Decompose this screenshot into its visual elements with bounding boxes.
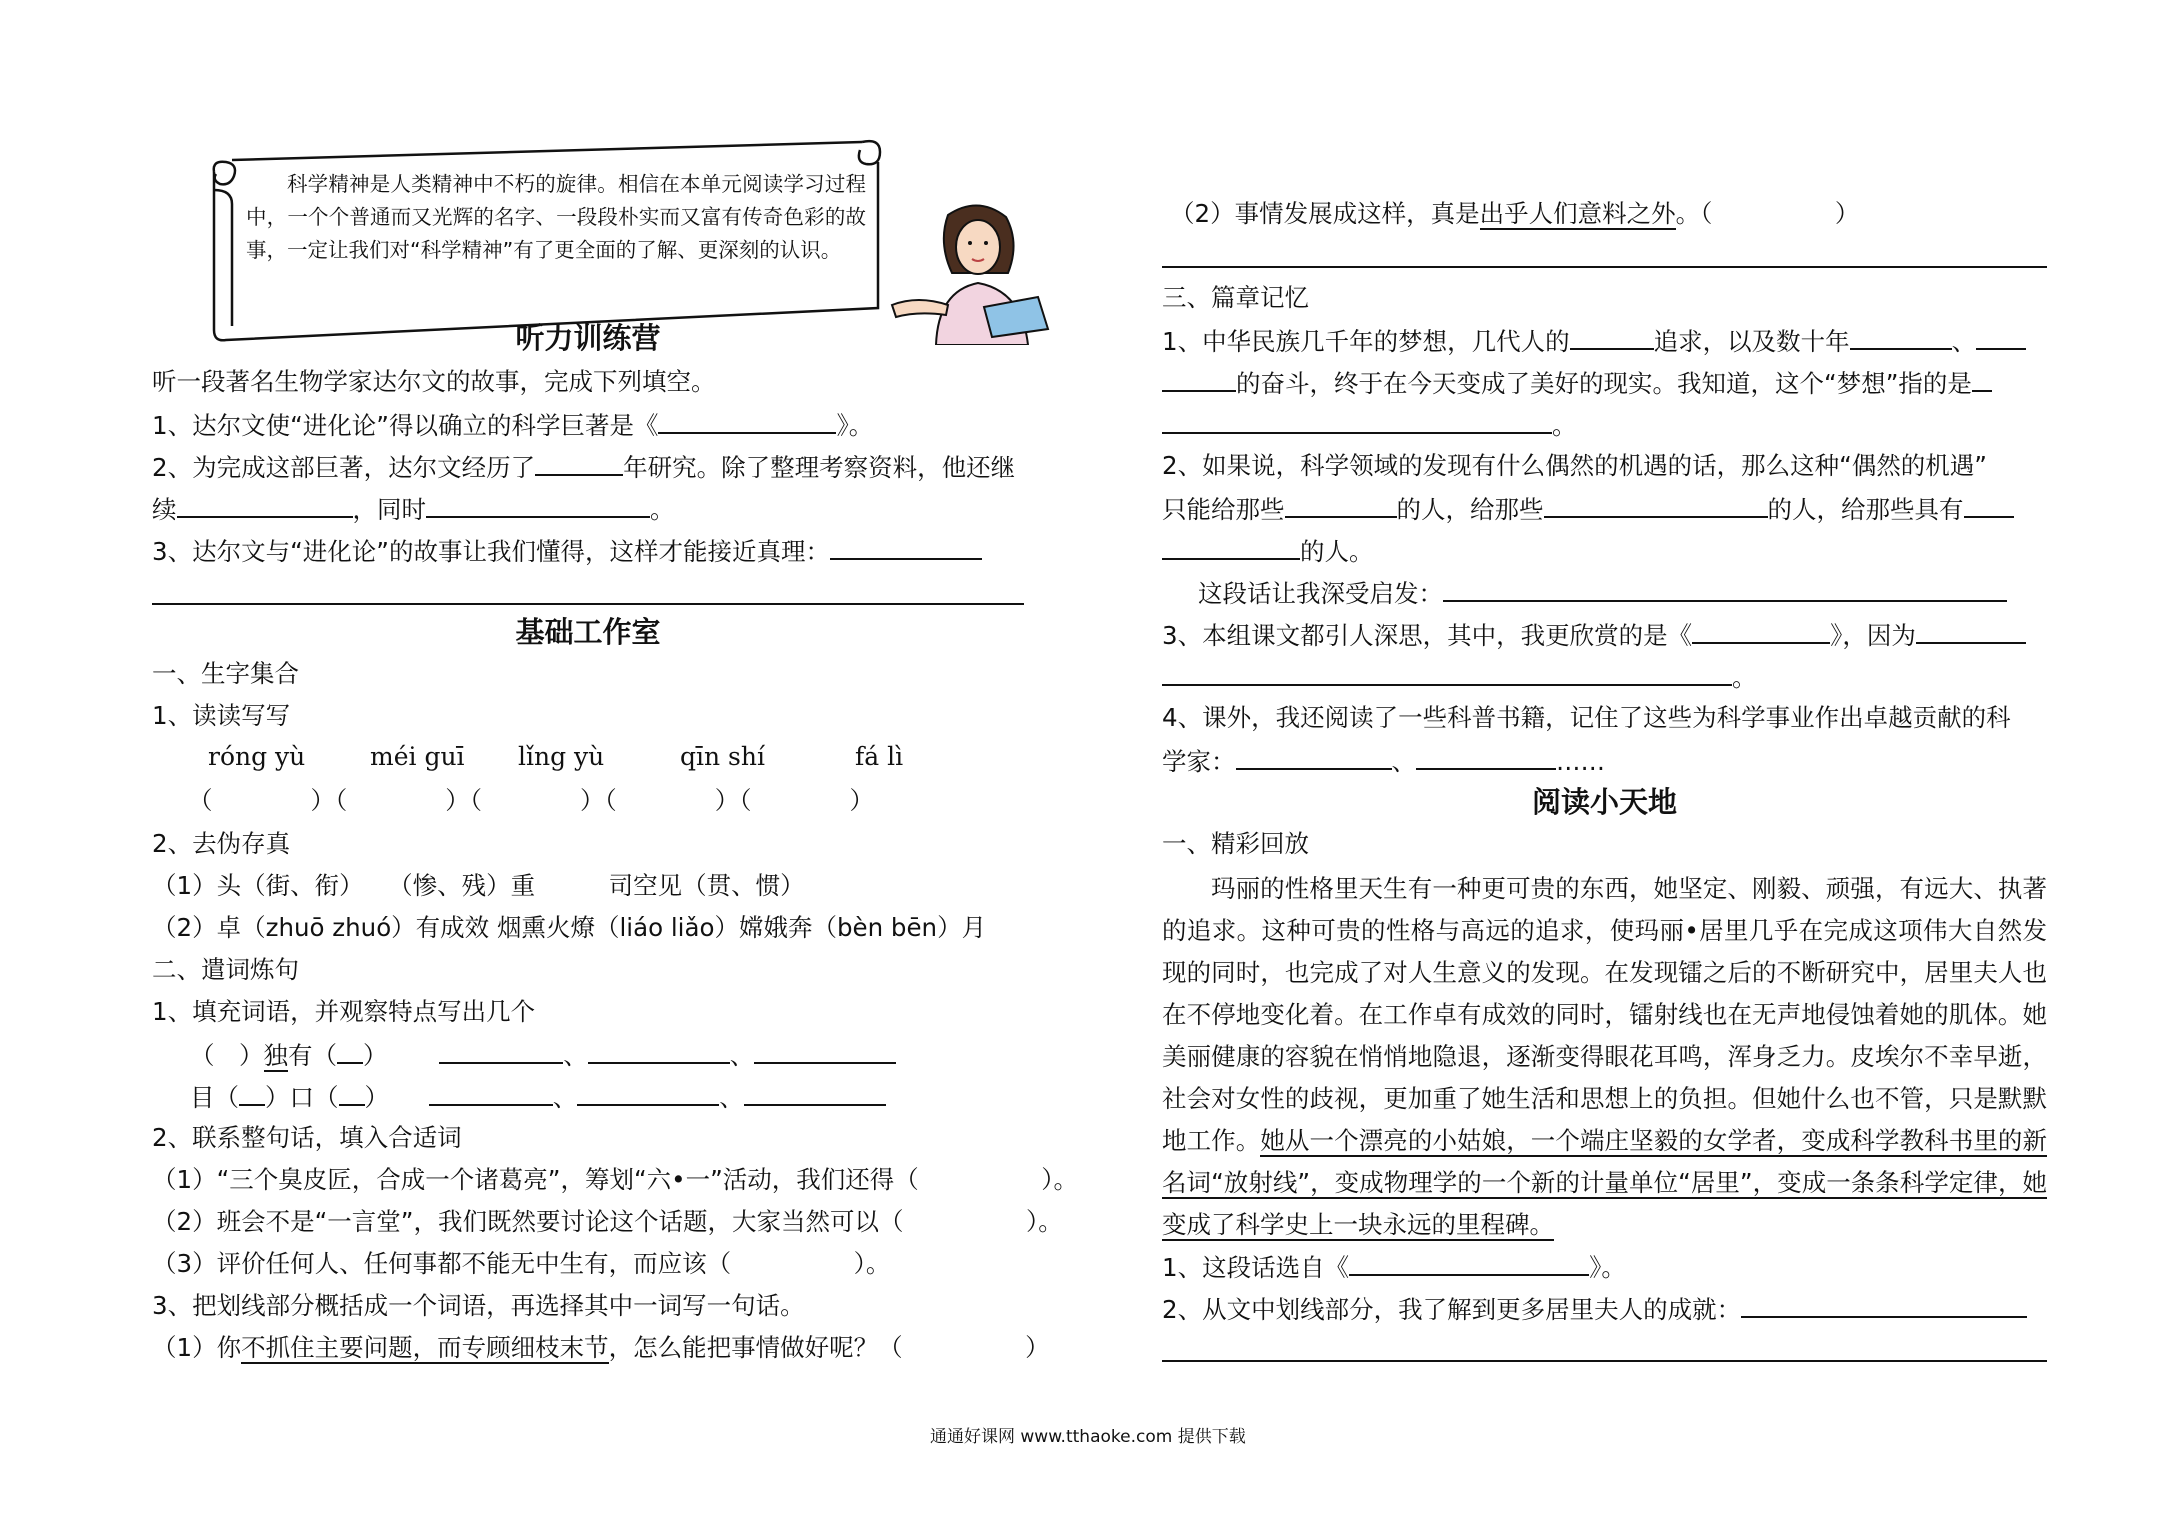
blank	[239, 1078, 265, 1106]
blank	[1162, 658, 1732, 686]
memory-q1-end	[1162, 406, 1577, 442]
listening-q2	[152, 448, 1015, 484]
blank	[339, 1078, 365, 1106]
blank	[1544, 490, 1768, 518]
reading-text: 1、这段话选自《	[1162, 1253, 1350, 1282]
blank	[588, 1036, 730, 1064]
listening-q1	[152, 406, 873, 442]
memory-text: 的人，给那些	[1396, 495, 1544, 524]
memory-q4: 4、课外，我还阅读了一些科普书籍，记住了这些为科学事业作出卓越贡献的科	[1162, 703, 2011, 732]
listening-q2-cont	[152, 490, 675, 526]
blank	[754, 1036, 896, 1064]
pinyin-item: lǐng yù	[518, 742, 605, 771]
subsection-heading: 1、读读写写	[152, 701, 291, 730]
memory-text: 的奋斗，终于在今天变成了美好的现实。我知道，这个“梦想”指的是	[1236, 369, 1972, 398]
blank	[1976, 322, 2026, 350]
separator: 、	[719, 1083, 744, 1112]
context-item: （1）“三个臭皮匠，合成一个诸葛亮”，筹划“六•一”活动，我们还得（ ）。	[152, 1165, 1079, 1194]
blank	[1443, 574, 2007, 602]
answer-line	[152, 603, 1024, 605]
footer-text: 通通好课网 www.tthaoke.com 提供下载	[930, 1427, 1246, 1447]
blank	[1964, 490, 2014, 518]
memory-q1	[1162, 322, 2026, 358]
answer-line	[1162, 1360, 2047, 1362]
separator: 、	[729, 1041, 755, 1070]
listening-q2-text-c: 续	[152, 495, 177, 524]
memory-text: 的人。	[1300, 537, 1374, 566]
memory-q2-cont	[1162, 490, 2014, 526]
blank	[1416, 742, 1556, 770]
summary-underlined-text: 不抓住主要问题，而专顾细枝末节	[241, 1333, 609, 1362]
blank	[337, 1036, 363, 1064]
summary-underlined-text: 出乎人们意料之外	[1479, 199, 1676, 228]
blank	[658, 406, 836, 434]
memory-text: 、	[1951, 327, 1977, 356]
true-false-item: （1）头（街、衔） （惨、残）重 司空见（贯、惯）	[152, 871, 805, 900]
context-item: （2）班会不是“一言堂”，我们既然要讨论这个话题，大家当然可以（ ）。	[152, 1207, 1063, 1236]
blank	[830, 532, 982, 560]
memory-text: 。	[1552, 411, 1577, 440]
pinyin-item: róng yù	[208, 742, 306, 771]
reading-text: 2、从文中划线部分，我了解到更多居里夫人的成就：	[1162, 1295, 1742, 1324]
fill-text: 有（	[288, 1041, 337, 1070]
blank	[1162, 532, 1300, 560]
memory-text: ……	[1556, 747, 1605, 776]
blank	[1570, 322, 1654, 350]
blank	[1236, 742, 1392, 770]
listening-instruction: 听一段著名生物学家达尔文的故事，完成下列填空。	[152, 367, 716, 396]
listening-q2-text-e: 。	[650, 495, 675, 524]
passage-underlined-text: 她从一个漂亮的小姑娘，一个端庄坚毅的女学者，变成科学教科书里的新名词“放射线”，变成物理学的一个新的计量单位“居里”，变成一条条科学定律，她变成了科学史上一块永远的里程碑。	[1162, 1126, 2047, 1239]
listening-q2-text: 2、为完成这部巨著，达尔文经历了	[152, 453, 536, 482]
memory-text: 1、中华民族几千年的梦想，几代人的	[1162, 327, 1570, 356]
listening-q2-text-d: ，同时	[352, 495, 426, 524]
blank	[1162, 406, 1552, 434]
blank	[577, 1078, 719, 1106]
blank	[439, 1036, 563, 1064]
section-heading: 一、精彩回放	[1162, 829, 1309, 858]
memory-q2: 2、如果说，科学领域的发现有什么偶然的机遇的话，那么这种“偶然的机遇”	[1162, 451, 1987, 480]
blank	[1285, 490, 1397, 518]
blank	[1692, 616, 1830, 644]
memory-text: 的人，给那些具有	[1767, 495, 1964, 524]
intro-text: 科学精神是人类精神中不朽的旋律。相信在本单元阅读学习过程中，一个个普通而又光辉的名字、一段段朴实而又富有传奇色彩的故事，一定让我们对“科学精神”有了更全面的了解、更深刻的认识。	[246, 172, 866, 262]
memory-text: 只能给那些	[1162, 495, 1285, 524]
separator: 、	[552, 1083, 578, 1112]
summary-item	[1170, 196, 1859, 232]
memory-q1-cont	[1162, 364, 1992, 400]
memory-q3	[1162, 616, 2026, 652]
fill-text: ）	[363, 1041, 388, 1070]
pinyin-item: qīn shí	[680, 742, 765, 771]
memory-text: 这段话让我深受启发：	[1198, 579, 1443, 608]
fill-text: ）	[364, 1083, 389, 1112]
basics-heading: 基础工作室	[515, 615, 661, 649]
pinyin-item: fá lì	[855, 742, 904, 771]
passage-text: 玛丽的性格里天生有一种更可贵的东西，她坚定、刚毅、顽强，有远大、执著的追求。这种可贵的性格与高远的追求，使玛丽•居里几乎在完成这项伟大自然发现的同时，也完成了对人生意义的发现。在发现镭之后的不断研究中，居里夫人也在不停地变化着。在工作卓有成效的同时，镭射线也在无声地侵蚀着她的肌体。她美丽健康的容貌在悄悄地隐退，逐渐变得眼花耳鸣，浑身乏力。皮埃尔不幸早逝，社会对女性的歧视，更加重了她生活和思想上的负担。但她什么也不管，只是默默地工作。	[1162, 874, 2047, 1155]
separator: 、	[563, 1041, 588, 1070]
subsection-heading: 2、联系整句话，填入合适词	[152, 1123, 462, 1152]
reading-q2	[1162, 1290, 2027, 1326]
section-heading: 三、篇章记忆	[1162, 283, 1309, 312]
blank	[1850, 322, 1952, 350]
summary-text: （1）你	[152, 1333, 242, 1362]
memory-text: 3、本组课文都引人深思，其中，我更欣赏的是《	[1162, 621, 1693, 650]
fill-word-item	[190, 1078, 886, 1114]
section-heading: 一、生字集合	[152, 659, 299, 688]
memory-text: 追求，以及数十年	[1653, 327, 1850, 356]
listening-q2-text-b: 年研究。除了整理考察资料，他还继	[623, 453, 1016, 482]
blank	[1916, 616, 2026, 644]
listening-q3	[152, 532, 982, 568]
blank	[426, 490, 650, 518]
memory-q2-reflection	[1198, 574, 2007, 610]
fill-text: （ ）	[190, 1041, 264, 1070]
subsection-heading: 3、把划线部分概括成一个词语，再选择其中一词写一句话。	[152, 1291, 805, 1320]
listening-heading: 听力训练营	[515, 321, 661, 355]
blank	[429, 1078, 553, 1106]
memory-q4-cont	[1162, 742, 1605, 778]
memory-text: 》，因为	[1830, 621, 1916, 650]
subsection-heading: 1、填充词语，并观察特点写出几个	[152, 997, 536, 1026]
summary-text: ，怎么能把事情做好呢？（ ）	[608, 1333, 1050, 1362]
answer-line	[1162, 266, 2047, 268]
fill-text: ）口（	[265, 1083, 339, 1112]
blank	[1972, 364, 1992, 392]
blank	[177, 490, 353, 518]
blank	[1162, 364, 1236, 392]
subsection-heading: 2、去伪存真	[152, 829, 291, 858]
summary-item	[152, 1330, 1050, 1366]
section-heading: 二、遣词炼句	[152, 955, 299, 984]
blank	[535, 448, 623, 476]
memory-q2-end	[1162, 532, 1374, 568]
blank	[1741, 1290, 2027, 1318]
blank	[1349, 1248, 1589, 1276]
summary-text: 。（ ）	[1675, 199, 1860, 228]
memory-q3-end	[1162, 658, 1757, 694]
blank	[744, 1078, 886, 1106]
answer-parens: （ ）（ ）（ ）（ ）（ ）	[188, 786, 874, 815]
fill-underlined-char: 独	[263, 1041, 288, 1070]
reading-text: 》。	[1589, 1253, 1626, 1282]
fill-word-item	[190, 1036, 896, 1072]
listening-q3-text: 3、达尔文与“进化论”的故事让我们懂得，这样才能接近真理：	[152, 537, 830, 566]
reading-passage	[1162, 868, 2047, 1246]
pinyin-item: méi guī	[370, 742, 465, 771]
listening-q1-end: 》。	[836, 411, 874, 440]
context-item: （3）评价任何人、任何事都不能无中生有，而应该（ ）。	[152, 1249, 891, 1278]
summary-text: （2）事情发展成这样，真是	[1170, 199, 1480, 228]
memory-text: 。	[1732, 663, 1757, 692]
reading-q1	[1162, 1248, 1626, 1284]
listening-q1-text: 1、达尔文使“进化论”得以确立的科学巨著是《	[152, 411, 659, 440]
memory-text: 学家：	[1162, 747, 1236, 776]
fill-text: 目（	[190, 1083, 239, 1112]
reading-heading: 阅读小天地	[1531, 785, 1677, 819]
true-false-item: （2）卓（zhuō zhuó）有成效 烟熏火燎（liáo liǎo）嫦娥奔（bèn bēn）月	[152, 913, 987, 942]
memory-text: 、	[1391, 747, 1416, 776]
